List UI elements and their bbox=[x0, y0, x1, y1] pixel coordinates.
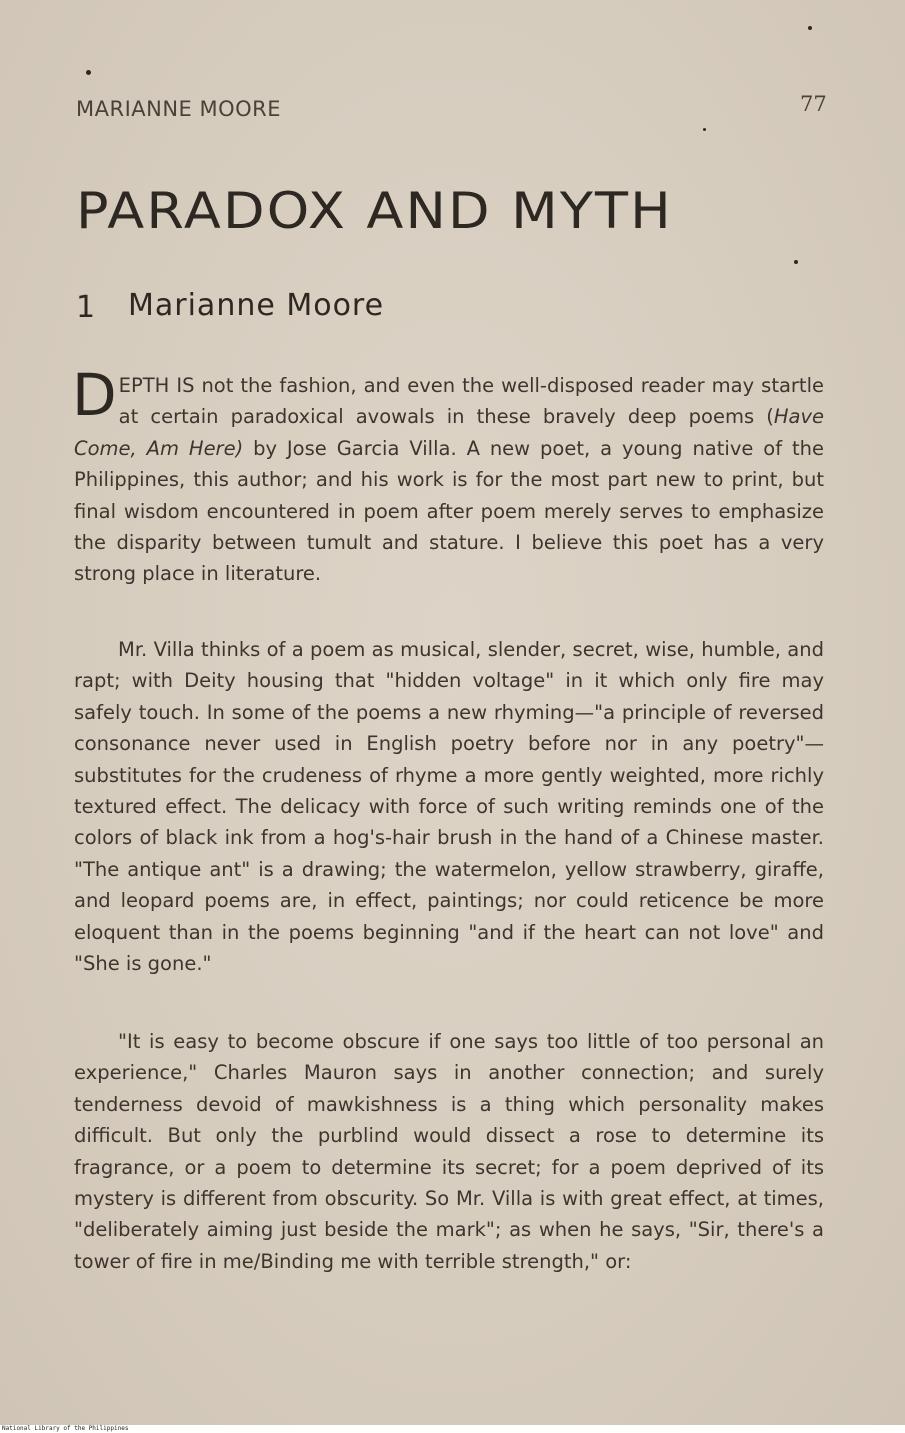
book-title: Have Come, Am Here) bbox=[74, 405, 824, 460]
paragraph-1-text-b: by Jose Garcia Villa. A new poet, a young native of the Philippines, this author; and his work is for the most part new to print, but final wisdom encountered in poem after poem merely serves to emphasize the disparity between tumult and stature. I believe this poet has a very strong place in literature. bbox=[74, 436, 824, 586]
drop-cap: D bbox=[72, 361, 117, 429]
paragraph-3: "It is easy to become obscure if one says too little of too personal an experience," Charles Mauron says in another connection; and surely tenderness devoid of mawkishness is a thing which personality makes difficult. But only the purblind would dissect a rose to determine its fragrance, or a poem to determine its secret; for a poem deprived of its mystery is different from obscurity. So Mr. Villa is with great effect, at times, "deliberately aiming just beside the mark"; as when he says, "Sir, there's a tower of fire in me/Binding me with terrible strength," or: bbox=[74, 1030, 824, 1273]
paragraph-2: Mr. Villa thinks of a poem as musical, slender, secret, wise, humble, and rapt; with Deity housing that "hidden voltage" in it which only fire may safely touch. In some of the poems a new rhyming—"a principle of reversed consonance never used in English poetry before nor in any poetry"—substitutes for the crudeness of rhyme a more gently weighted, more richly textured effect. The delicacy with force of such writing reminds one of the colors of black ink from a hog's-hair brush in the hand of a Chinese master. "The antique ant" is a drawing; the watermelon, yellow strawberry, giraffe, and leopard poems are, in effect, paintings; nor could reticence be more eloquent than in the poems beginning "and if the heart can not love" and "She is gone." bbox=[74, 638, 824, 976]
paragraph-1-text-a: EPTH IS not the fashion, and even the well-disposed reader may startle at certain paradoxical avowals in these bravely deep poems ( bbox=[118, 374, 824, 429]
footer-credit: National Library of the Philippines bbox=[2, 1425, 129, 1432]
paragraph-1 bbox=[72, 361, 824, 590]
speck-dot bbox=[86, 70, 91, 75]
speck-dot bbox=[703, 128, 706, 131]
article-title: PARADOX AND MYTH bbox=[76, 182, 673, 240]
speck-dot bbox=[808, 26, 812, 30]
speck-dot bbox=[794, 260, 798, 264]
section-title: Marianne Moore bbox=[128, 288, 385, 323]
section-number: 1 bbox=[76, 290, 96, 325]
running-head: MARIANNE MOORE bbox=[76, 97, 282, 121]
footer-strip bbox=[0, 1425, 905, 1433]
page-number: 77 bbox=[800, 92, 827, 116]
